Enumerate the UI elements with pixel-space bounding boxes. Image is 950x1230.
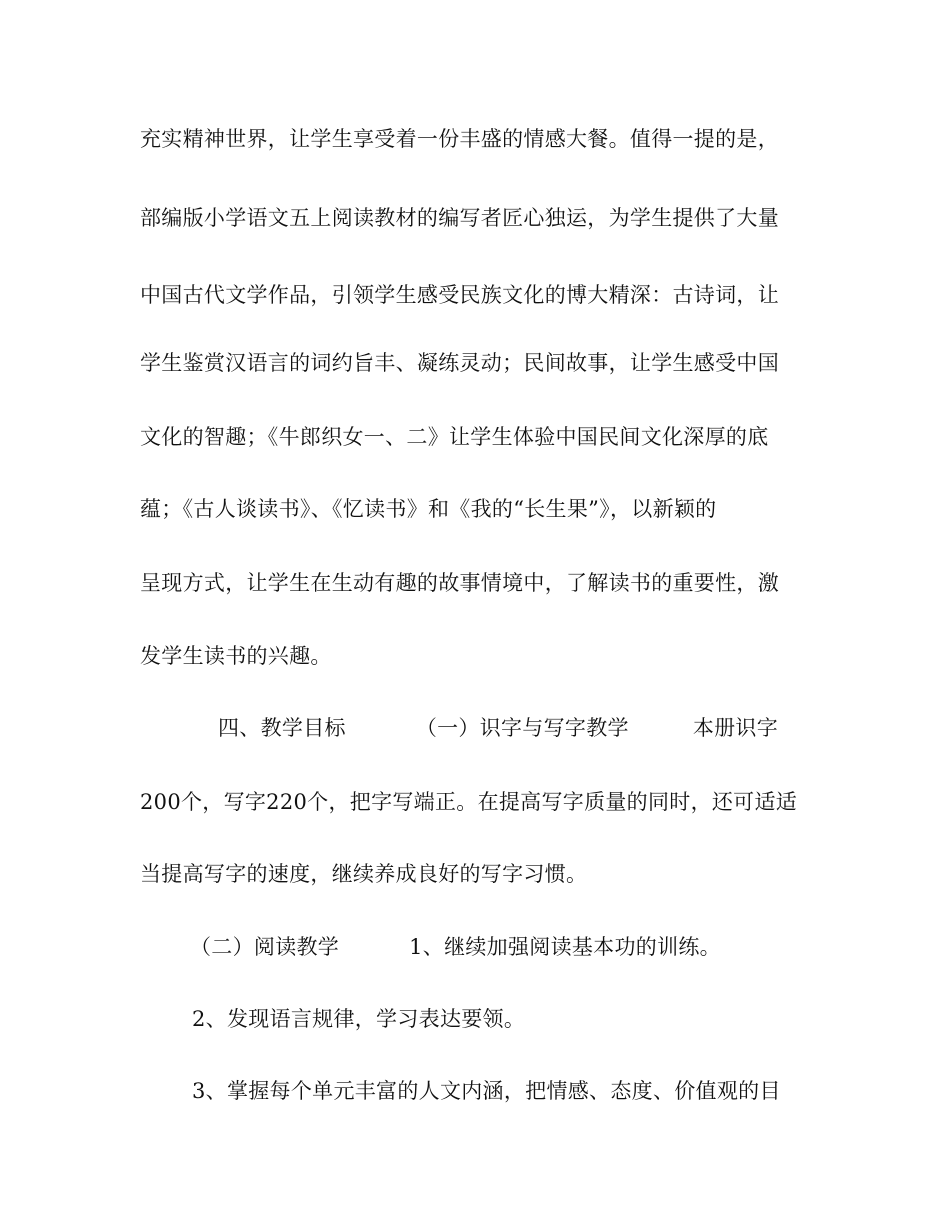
- body-text-line: 充实精神世界，让学生享受着一份丰盛的情感大餐。值得一提的是，: [140, 127, 779, 151]
- sub-heading: （一）识字与写字教学: [415, 716, 629, 740]
- body-text-line: 文化的智趣；《牛郎织女一、二》让学生体验中国民间文化深厚的底: [140, 425, 769, 449]
- body-text-line: 蕴；《古人谈读书》、《忆读书》和《我的“长生果”》，以新颖的: [140, 497, 717, 521]
- body-text-line: 中国古代文学作品，引领学生感受民族文化的博大精深：古诗词，让: [140, 283, 779, 307]
- sub-heading: （二）阅读教学: [190, 935, 340, 959]
- section-heading: 四、教学目标: [218, 716, 346, 740]
- list-item: 1、继续加强阅读基本功的训练。: [409, 935, 721, 959]
- reading-heading-line: [190, 934, 721, 960]
- body-text-line: 呈现方式，让学生在生动有趣的故事情境中，了解读书的重要性，激: [140, 571, 779, 595]
- body-text-line: 部编版小学语文五上阅读教材的编写者匠心独运，为学生提供了大量: [140, 206, 779, 230]
- paragraph-start: 本册识字: [692, 716, 779, 740]
- body-text-line: 当提高写字的速度，继续养成良好的写字习惯。: [140, 862, 588, 886]
- list-item: 3、掌握每个单元丰富的人文内涵，把情感、态度、价值观的目: [192, 1079, 781, 1103]
- body-text-line: 发学生读书的兴趣。: [140, 644, 332, 668]
- objectives-heading-line: [218, 715, 778, 741]
- list-item: 2、发现语言规律，学习表达要领。: [192, 1007, 526, 1031]
- body-text-line: 学生鉴赏汉语言的词约旨丰、凝练灵动；民间故事，让学生感受中国: [140, 351, 779, 375]
- body-text-line: 200个，写字220个，把字写端正。在提高写字质量的同时，还可适适: [140, 790, 798, 814]
